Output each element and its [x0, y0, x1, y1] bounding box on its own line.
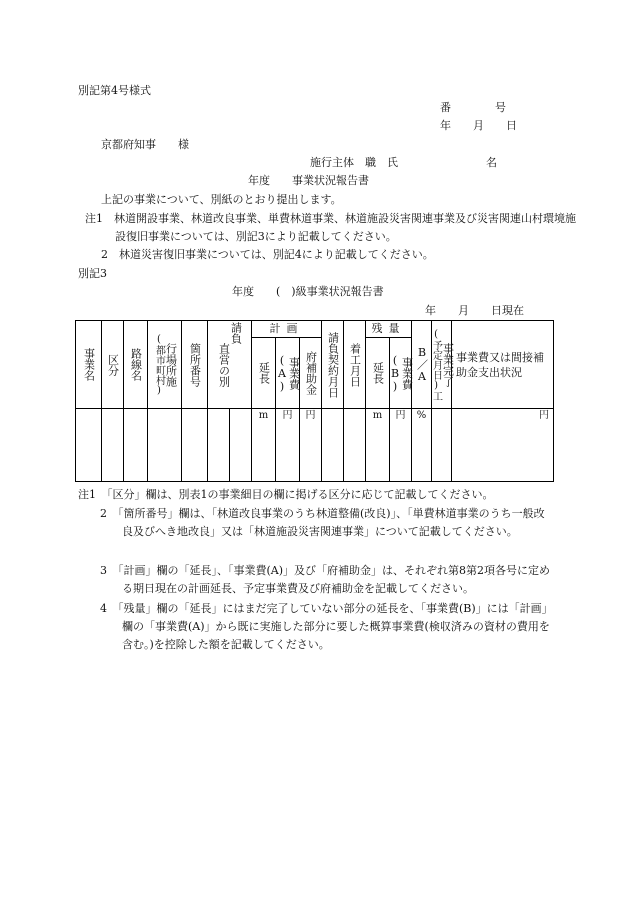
- footnote-3: 3 「計画」欄の「延長」、「事業費(A)」及び「府補助金」は、それぞれ第8第2項各号に定める期日現在の計画延長、予定事業費及び府補助金を記載してください。: [100, 564, 551, 595]
- annex-title: 年度 ( )級事業状況報告書: [232, 285, 384, 298]
- unit-yen-3: 円: [390, 409, 412, 482]
- header-jigyohi-b: 事業費(B): [390, 338, 412, 409]
- unit-yen-4: 円: [452, 409, 554, 482]
- header-chokuei-ukeoi: 直営の別 請負: [208, 321, 252, 409]
- unit-yen-2: 円: [300, 409, 322, 482]
- footnote-2: 2 「箇所番号」欄は、「林道改良事業のうち林道整備(改良)」、「単費林道事業のうち一般改良及びへき地改良」又は「林道施設災害関連事業」について記載してください。: [100, 507, 545, 538]
- unit-yen-1: 円: [276, 409, 300, 482]
- sender: 施行主体 職 氏 名: [310, 156, 497, 169]
- form-note-2: 2 林道災害復旧事業については、別記4により記載してください。: [101, 248, 434, 261]
- number-line: 番 号: [440, 101, 506, 114]
- date-line: 年 月 日: [440, 119, 517, 132]
- as-of-date: 年 月 日現在: [425, 304, 524, 317]
- header-chakko: 着工月日: [344, 321, 366, 409]
- header-fuhojo: 府補助金: [300, 338, 322, 409]
- header-ratio: B／A: [412, 321, 432, 409]
- header-remarks: 事業費又は間接補助金支出状況: [452, 321, 554, 409]
- header-shiko: (都市町村) 行場所施: [148, 321, 182, 409]
- report-table: [75, 320, 554, 482]
- header-jigyomei: 事業名: [76, 321, 102, 409]
- header-kubun: 区分: [102, 321, 124, 409]
- header-kanryo: (予定月日)工 事業完了: [432, 321, 452, 409]
- report-title: 年度 事業状況報告書: [248, 174, 369, 187]
- form-note-1: 注1 林道開設事業、林道改良事業、単費林道事業、林道施設災害関連事業及び災害関連山村環境施設復旧事業については、別記3により記載してください。: [85, 212, 576, 243]
- header-enchou: 延長: [252, 338, 276, 409]
- header-zan-enchou: 延長: [366, 338, 390, 409]
- unit-m-1: m: [252, 409, 276, 482]
- header-keikaku: 計画: [252, 321, 322, 338]
- body-text: 上記の事業について、別紙のとおり提出します。: [101, 193, 342, 206]
- table-row: [76, 409, 554, 482]
- header-jigyohi-a: 事業費(A): [276, 338, 300, 409]
- header-keiyaku: 請負契約月日: [322, 321, 344, 409]
- unit-percent: %: [412, 409, 432, 482]
- footnote-1: 注1 「区分」欄は、別表1の事業細目の欄に掲げる区分に応じて記載してください。: [78, 488, 494, 501]
- header-zanryo: 残量: [366, 321, 412, 338]
- footnote-4: 4 「残量」欄の「延長」にはまだ完了していない部分の延長を、「事業費(B)」には「計画」欄の「事業費(A)」から既に実施した部分に要した概算事業費(検収済みの資材の費用を含む。)を控除した額を記載してください。: [100, 602, 553, 651]
- annex-label: 別記3: [78, 267, 107, 280]
- header-kasho: 箇所番号: [182, 321, 208, 409]
- unit-m-2: m: [366, 409, 390, 482]
- form-label: 別記第4号様式: [78, 84, 151, 97]
- addressee: 京都府知事 様: [101, 138, 189, 151]
- header-rosenmei: 路線名: [124, 321, 148, 409]
